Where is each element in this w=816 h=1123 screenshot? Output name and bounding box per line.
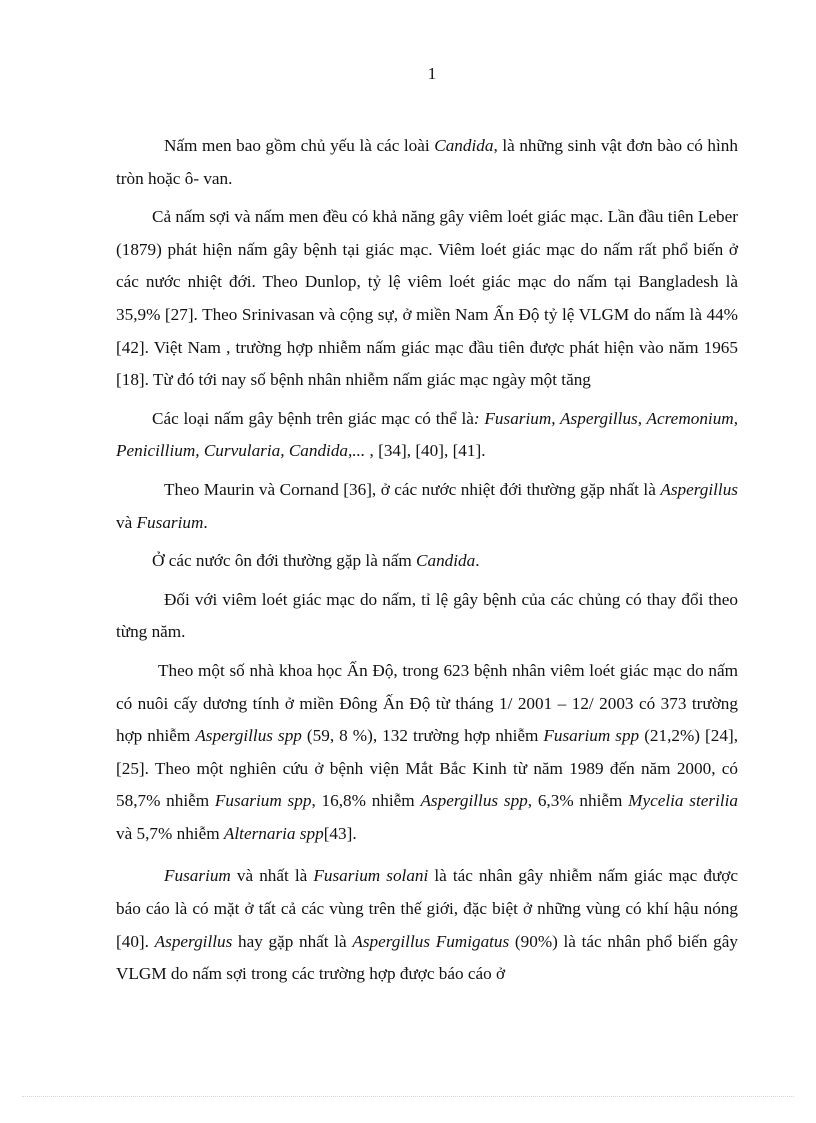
italic-term: Fusarium solani — [313, 866, 429, 886]
italic-term: Aspergillus spp — [195, 726, 302, 746]
text-run: . — [475, 551, 480, 571]
text-run: . — [203, 512, 208, 532]
italic-term: Candida — [434, 136, 494, 155]
text-run: Ở các nước ôn đới thường gặp là nấm — [152, 551, 417, 571]
text-run: , là những sinh vật đơn bào có hình tròn hoặc ô- van. — [116, 136, 738, 188]
text-run: , 16,8% nhiễm — [311, 791, 421, 811]
italic-term: Fusarium — [136, 512, 204, 532]
paragraph-fungi-types — [116, 403, 738, 468]
text-run: (21,2%) [24],[25]. Theo một nghiên cứu ở bệnh viện Mắt Bắc Kinh từ năm 1989 đến năm 2000, có 58,7% nhiễm — [116, 726, 738, 811]
text-run: Theo Maurin và Cornand [36], ở các nước nhiệt đới thường gặp nhất là — [164, 479, 661, 499]
body-text — [116, 130, 738, 991]
text-run: và 5,7% nhiễm — [116, 823, 224, 843]
italic-term: : Fusarium, Aspergillus, Acremonium, Penicillium, Curvularia, Candida,... — [116, 408, 738, 461]
text-run: Theo một số nhà khoa học Ấn Độ, trong 623 bệnh nhân viêm loét giác mạc do nấm có nuôi cấy dương tính ở miền Đông Ấn Độ từ tháng 1/ 2001 – 12/ 2003 có 373 trường hợp nhiễm — [116, 660, 738, 746]
footer-divider — [22, 1096, 794, 1097]
text-run: là tác nhân gây nhiễm nấm giác mạc được báo cáo là có mặt ở tất cả các vùng trên thế giới, đặc biệt ở những vùng có khí hậu nóng [40]. — [116, 866, 739, 951]
text-run: và — [116, 512, 137, 532]
italic-term: Fusarium spp — [543, 726, 640, 746]
paragraph-temperate — [116, 545, 738, 578]
italic-term: Fusarium spp — [214, 791, 312, 811]
text-run: Cả nấm sợi và nấm men đều có khả năng gây viêm loét giác mạc. Lần đầu tiên Leber (1879) phát hiện nấm gây bệnh tại giác mạc. Viêm loét giác mạc do nấm rất phổ biến ở các nước nhiệt đới. Theo Dunlop, tỷ lệ viêm loét giác mạc do nấm tại Bangladesh là 35,9% [27]. Theo Srinivasan và cộng sự, ở miền Nam Ấn Độ tỷ lệ VLGM do nấm là 44% [42]. Việt Nam , trường hợp nhiễm nấm giác mạc đầu tiên được phát hiện vào năm 1965 [18]. Từ đó tới nay số bệnh nhân nhiễm nấm giác mạc ngày một tăng — [116, 207, 738, 390]
italic-term: Aspergillus spp — [420, 791, 528, 811]
italic-term: Aspergillus Fumigatus — [352, 931, 510, 951]
text-run: và nhất là — [230, 866, 314, 886]
text-run: hay gặp nhất là — [232, 931, 353, 951]
page-number: 1 — [427, 64, 437, 83]
italic-term: Candida — [416, 551, 476, 571]
paragraph-india-study — [116, 655, 738, 851]
text-run: (59, 8 %), 132 trường hợp nhiễm — [301, 726, 544, 746]
paragraph-yeast — [116, 130, 738, 195]
paragraph-fusarium — [116, 860, 738, 990]
italic-term: Aspergillus — [660, 479, 738, 499]
italic-term: Fusarium — [164, 866, 231, 886]
paragraph-history — [116, 201, 738, 397]
text-run: Đối với viêm loét giác mạc do nấm, tỉ lệ gây bệnh của các chủng có thay đổi theo từng năm. — [116, 589, 738, 642]
text-run: , [34], [40], [41]. — [365, 441, 486, 461]
italic-term: Alternaria spp — [223, 823, 324, 843]
italic-term: Aspergillus — [154, 931, 233, 951]
paragraph-tropical — [116, 474, 738, 539]
text-run: [43]. — [323, 823, 357, 843]
text-run: Nấm men bao gồm chủ yếu là các loài — [164, 136, 435, 155]
text-run: (90%) là tác nhân phổ biến gây VLGM do nấm sợi trong các trường hợp được báo cáo ở — [116, 931, 738, 984]
italic-term: Mycelia sterilia — [628, 791, 738, 811]
paragraph-yearly-rate — [116, 584, 738, 649]
text-run: Các loại nấm gây bệnh trên giác mạc có thể là — [152, 408, 474, 428]
text-run: , 6,3% nhiễm — [527, 791, 629, 811]
